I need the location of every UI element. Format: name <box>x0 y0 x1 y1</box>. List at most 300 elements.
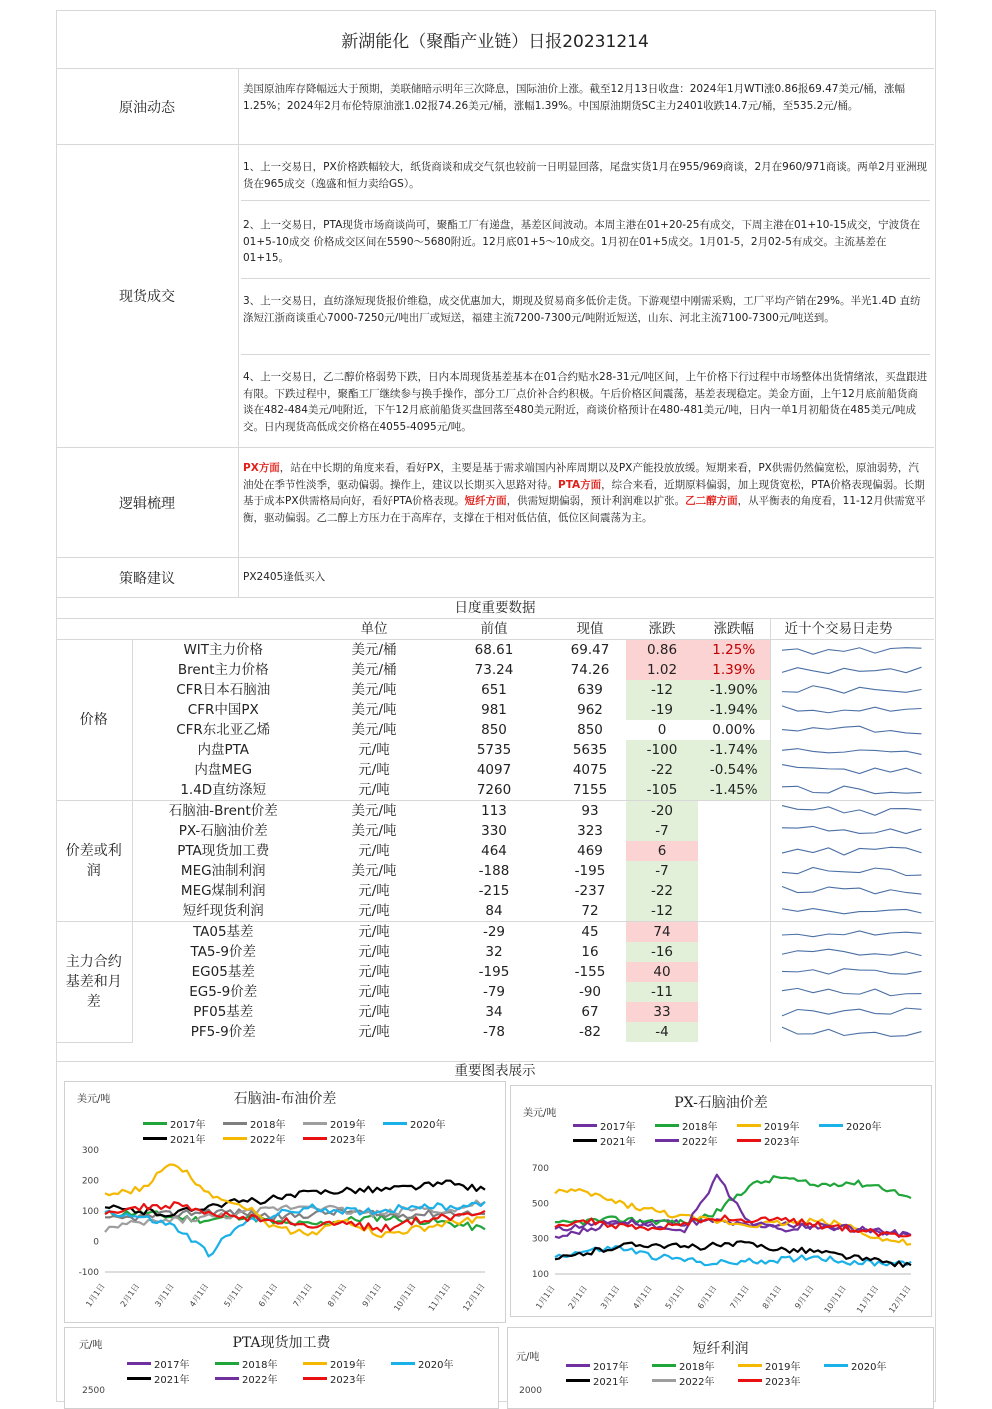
row-cur: -82 <box>578 1023 602 1040</box>
row-cur: 4075 <box>572 761 608 778</box>
sparkline-line <box>782 826 922 833</box>
sparkline-line <box>782 969 922 974</box>
row-prev: 73.24 <box>474 661 514 678</box>
sparkline-cell <box>770 962 934 982</box>
legend-label: 2022年 <box>250 1135 286 1146</box>
legend-label: 2022年 <box>242 1375 278 1386</box>
table-row <box>56 700 934 720</box>
row-chg: -16 <box>626 942 698 962</box>
sparkline <box>777 721 927 739</box>
row-pct: -0.54% <box>698 760 770 780</box>
pta-tag: PTA方面 <box>558 478 602 491</box>
row-chg: 74 <box>626 922 698 943</box>
chart-psf-profit <box>507 1327 934 1409</box>
sparkline <box>777 923 927 941</box>
sparkline-line <box>782 887 922 895</box>
row-chg: -19 <box>626 700 698 720</box>
sparkline-line <box>782 726 922 734</box>
row-name: CFR中国PX <box>187 701 259 718</box>
row-pct <box>698 861 770 881</box>
row-name: MEG油制利润 <box>180 862 266 879</box>
row-cur: 469 <box>577 842 603 859</box>
x-tick-label: 12月1日 <box>887 1283 913 1315</box>
sparkline <box>777 781 927 799</box>
sparkline-cell <box>770 740 934 760</box>
x-tick-label: 9月1日 <box>360 1281 384 1309</box>
row-unit: 元/吨 <box>314 922 434 943</box>
row-chg: 33 <box>626 1002 698 1022</box>
legend-label: 2017年 <box>154 1360 190 1371</box>
sparkline-line <box>782 648 922 655</box>
row-pct <box>698 1022 770 1042</box>
row-unit: 美元/吨 <box>351 822 397 839</box>
group-label: 价格 <box>56 640 132 801</box>
y-tick-label: 100 <box>81 1207 99 1217</box>
spot-label: 现货成交 <box>56 145 239 447</box>
row-cur: 45 <box>554 922 626 943</box>
report-title: 新湖能化（聚酯产业链）日报20231214 <box>56 10 934 69</box>
legend-label: 2023年 <box>765 1377 801 1388</box>
row-prev: -215 <box>478 882 510 899</box>
crude-text: 美国原油库存降幅远大于预期，美联储暗示明年三次降息，国际油价上涨。截至12月13日收盘：2024年1月WTI涨0.86报69.47美元/桶，涨幅1.25%；2024年2月布伦特原油涨1.02报74.26美元/桶，涨幅1.39%。中国原油期货SC主力2401收跌14.7元/桶，至535.2元/桶。 <box>243 83 905 112</box>
legend-label: 2019年 <box>330 1120 366 1131</box>
sparkline-line <box>782 1027 922 1036</box>
legend-label: 2017年 <box>600 1122 636 1133</box>
row-prev: -79 <box>482 983 506 1000</box>
row-cur: 72 <box>581 902 599 919</box>
row-name: 内盘MEG <box>194 761 253 778</box>
row-unit: 美元/吨 <box>351 681 397 698</box>
x-tick-label: 3月1日 <box>598 1283 622 1311</box>
y-tick-label: 100 <box>531 1270 549 1280</box>
sparkline-cell <box>770 720 934 740</box>
row-chg: -4 <box>626 1022 698 1042</box>
table-row <box>56 1022 934 1042</box>
sparkline-line <box>782 806 922 816</box>
chart3-plot <box>65 1328 498 1408</box>
x-tick-label: 9月1日 <box>793 1283 816 1311</box>
eg-tag: 乙二醇方面 <box>685 495 738 507</box>
table-row <box>56 861 934 881</box>
row-unit: 元/吨 <box>358 1023 390 1040</box>
sparkline <box>777 1003 927 1021</box>
row-unit: 元/吨 <box>358 983 390 1000</box>
chart2-plot <box>511 1086 931 1316</box>
legend-label: 2017年 <box>170 1120 206 1131</box>
y-tick-label: -100 <box>78 1268 99 1278</box>
row-unit: 美元/桶 <box>351 661 397 678</box>
row-prev: 32 <box>485 943 503 960</box>
group-label: 主力合约基差和月差 <box>56 922 132 1043</box>
row-unit: 美元/桶 <box>351 641 397 658</box>
row-unit: 元/吨 <box>358 781 390 798</box>
sparkline-line <box>782 765 922 774</box>
row-unit: 元/吨 <box>358 963 390 980</box>
table-row <box>56 660 934 680</box>
row-name: TA5-9价差 <box>190 943 256 960</box>
row-prev: 981 <box>481 701 507 718</box>
x-tick-label: 2月1日 <box>566 1283 590 1311</box>
row-chg: -105 <box>626 780 698 801</box>
sparkline <box>777 822 927 840</box>
legend-label: 2021年 <box>600 1137 636 1148</box>
row-prev: 4097 <box>476 761 512 778</box>
table-row <box>56 1002 934 1022</box>
table-row <box>56 962 934 982</box>
sparkline-cell <box>770 841 934 861</box>
eg-text: ，从平衡表的角度看，11-12月供需宽平衡，驱动偏弱。乙二醇上方压力在于高库存，支撑在于相对低估值，低位区间震荡为主。 <box>243 495 926 524</box>
row-name: PX-石脑油价差 <box>178 822 268 839</box>
legend-label: 2017年 <box>593 1362 629 1373</box>
row-chg: -12 <box>626 901 698 922</box>
header-pct: 涨跌幅 <box>698 619 770 640</box>
sparkline-cell <box>770 881 934 901</box>
chart4-plot <box>508 1328 933 1408</box>
table-row <box>56 740 934 760</box>
x-tick-label: 7月1日 <box>291 1281 314 1309</box>
row-cur: 16 <box>581 943 599 960</box>
row-pct <box>698 982 770 1002</box>
legend-label: 2018年 <box>679 1362 715 1373</box>
sparkline-line <box>782 949 922 955</box>
row-prev: -195 <box>478 963 510 980</box>
row-chg: 40 <box>626 962 698 982</box>
legend-label: 2021年 <box>154 1375 190 1386</box>
spot-para-4: 4、上一交易日，乙二醇价格弱势下跌，日内本周现货基差基本在01合约贴水28-31元/吨区间，上午价格下行过程中市场整体出货情绪浓，买盘跟进有限。下跌过程中，聚酯工厂继续参与换手操作，部分工厂点价补合约积极。午后价格区间震荡，基差表现稳定。美金方面，上午12月底前船货商谈在482-484美元/吨附近，下午12月底前船货买盘回落至480美元附近，商谈价格预计在480-481美元/吨，日内一单1月初船货在485美元/吨成交。日内现货高低成交价格在4055-4095元/吨。 <box>243 371 928 433</box>
y-tick-label: 200 <box>81 1176 99 1187</box>
row-chg: -11 <box>626 982 698 1002</box>
sparkline <box>777 902 927 920</box>
row-pct: -1.90% <box>698 680 770 700</box>
x-tick-label: 5月1日 <box>663 1283 687 1311</box>
row-chg: -7 <box>626 861 698 881</box>
row-pct: 0.00% <box>712 721 756 738</box>
series-line <box>555 1175 911 1238</box>
px-text: ，站在中长期的角度来看，看好PX，主要是基于需求端国内补库周期以及PX产能投放放缓。短期来看，PX供需仍然偏宽松，原油弱势，汽油处在季节性淡季，驱动偏弱。操作上，建议以长期买入思路对待。 <box>243 462 919 491</box>
sparkline-cell <box>770 780 934 801</box>
sparkline <box>777 802 927 820</box>
row-chg: -20 <box>626 801 698 822</box>
legend-label: 2020年 <box>418 1360 454 1371</box>
sparkline-cell <box>770 901 934 922</box>
legend-label: 2021年 <box>170 1135 206 1146</box>
chart1-unit: 美元/吨 <box>77 1094 111 1105</box>
row-prev: -78 <box>482 1023 506 1040</box>
sparkline-cell <box>770 680 934 700</box>
row-chg: 6 <box>626 841 698 861</box>
sparkline-cell <box>770 640 934 661</box>
sparkline-line <box>782 847 922 855</box>
x-tick-label: 10月1日 <box>392 1281 418 1313</box>
sparkline-line <box>782 749 922 755</box>
row-name: CFR日本石脑油 <box>176 681 271 698</box>
legend-label: 2019年 <box>764 1122 800 1133</box>
sparkline-cell <box>770 922 934 943</box>
x-tick-label: 8月1日 <box>326 1281 349 1309</box>
group-label: 价差或利润 <box>56 801 132 922</box>
row-pct: -1.74% <box>698 740 770 760</box>
row-cur: 93 <box>554 801 626 822</box>
legend-label: 2023年 <box>330 1135 366 1146</box>
table-row <box>56 640 934 661</box>
row-name: PF5-9价差 <box>190 1023 256 1040</box>
row-name: TA05基差 <box>132 922 314 943</box>
row-unit: 美元/吨 <box>351 721 397 738</box>
chart1-title: 石脑油-布油价差 <box>233 1091 337 1107</box>
row-cur: -90 <box>578 983 602 1000</box>
row-name: WIT主力价格 <box>183 641 264 658</box>
row-pct <box>698 962 770 982</box>
sparkline-cell <box>770 821 934 841</box>
legend-label: 2021年 <box>593 1377 629 1388</box>
row-cur: 69.47 <box>570 641 610 658</box>
row-pct <box>698 922 770 943</box>
row-prev: 7260 <box>476 781 512 798</box>
sparkline-line <box>782 1008 922 1016</box>
sparkline <box>777 943 927 961</box>
header-prev: 前值 <box>434 619 554 640</box>
header-chg: 涨跌 <box>626 619 698 640</box>
sparkline <box>777 681 927 699</box>
row-unit: 元/吨 <box>358 741 390 758</box>
row-unit: 元/吨 <box>358 1003 390 1020</box>
row-unit: 元/吨 <box>358 882 390 899</box>
row-pct <box>698 801 770 822</box>
y-tick-label: 2000 <box>519 1386 542 1396</box>
row-name: 石脑油-Brent价差 <box>132 801 314 822</box>
x-tick-label: 3月1日 <box>153 1281 176 1309</box>
sparkline <box>777 983 927 1001</box>
sparkline-line <box>782 931 922 937</box>
x-tick-label: 1月1日 <box>84 1281 107 1309</box>
legend-label: 2020年 <box>410 1120 446 1131</box>
crude-label: 原油动态 <box>56 69 239 144</box>
px-tag: PX方面 <box>243 462 280 474</box>
row-unit: 元/吨 <box>358 902 390 919</box>
row-pct: 1.39% <box>698 660 770 680</box>
y-tick-label: 0 <box>93 1237 99 1248</box>
legend-label: 2023年 <box>764 1137 800 1148</box>
row-name: PTA现货加工费 <box>177 842 270 859</box>
legend-label: 2018年 <box>242 1360 278 1371</box>
row-chg: 1.02 <box>626 660 698 680</box>
row-unit: 美元/吨 <box>314 801 434 822</box>
y-tick-label: 500 <box>531 1199 549 1210</box>
row-prev: 113 <box>434 801 554 822</box>
chart2-title: PX-石脑油价差 <box>674 1095 768 1111</box>
row-name: CFR东北亚乙烯 <box>176 721 271 738</box>
row-prev: -29 <box>434 922 554 943</box>
header-trend: 近十个交易日走势 <box>770 619 934 640</box>
table-row <box>56 942 934 962</box>
row-name: PF05基差 <box>193 1003 254 1020</box>
charts-title: 重要图表展示 <box>56 1061 934 1080</box>
daily-data-table <box>56 619 934 1043</box>
strategy-label: 策略建议 <box>56 558 239 597</box>
row-cur: -195 <box>574 862 606 879</box>
x-tick-label: 6月1日 <box>696 1283 719 1311</box>
x-tick-label: 7月1日 <box>728 1283 751 1311</box>
row-cur: 7155 <box>572 781 608 798</box>
row-prev: 651 <box>481 681 507 698</box>
table-row <box>56 720 934 740</box>
table-row <box>56 801 934 822</box>
table-row <box>56 760 934 780</box>
legend-label: 2018年 <box>250 1120 286 1131</box>
row-pct <box>698 841 770 861</box>
sparkline <box>777 963 927 981</box>
row-chg: 0.86 <box>626 640 698 661</box>
chart1-plot <box>65 1082 505 1322</box>
legend-label: 2018年 <box>682 1122 718 1133</box>
pf-text: ，供需短期偏弱，预计利润难以扩张。 <box>506 495 686 507</box>
sparkline-line <box>782 686 922 693</box>
row-pct <box>698 1002 770 1022</box>
legend-label: 2022年 <box>679 1377 715 1388</box>
row-cur: 639 <box>577 681 603 698</box>
chart-naphtha-brent <box>64 1081 506 1323</box>
row-cur: 323 <box>577 822 603 839</box>
chart3-unit: 元/吨 <box>79 1340 103 1351</box>
row-chg: -22 <box>626 760 698 780</box>
row-pct <box>698 942 770 962</box>
row-prev: 850 <box>481 721 507 738</box>
sparkline-cell <box>770 801 934 822</box>
row-prev: -188 <box>478 862 510 879</box>
x-tick-label: 2月1日 <box>118 1281 142 1309</box>
sparkline <box>777 761 927 779</box>
row-pct <box>698 821 770 841</box>
sparkline <box>777 862 927 880</box>
row-pct <box>698 901 770 922</box>
sparkline <box>777 661 927 679</box>
sparkline-cell <box>770 660 934 680</box>
row-cur: 67 <box>581 1003 599 1020</box>
table-row <box>56 821 934 841</box>
sparkline-line <box>782 988 922 995</box>
row-unit: 元/吨 <box>358 943 390 960</box>
chart-pta-margin <box>64 1327 499 1409</box>
chart4-unit: 元/吨 <box>516 1352 540 1363</box>
sparkline <box>777 882 927 900</box>
legend-label: 2019年 <box>330 1360 366 1371</box>
row-unit: 美元/吨 <box>351 862 397 879</box>
row-name: EG05基差 <box>191 963 255 980</box>
row-unit: 元/吨 <box>358 761 390 778</box>
y-tick-label: 700 <box>531 1164 549 1174</box>
strategy-text: PX2405逢低买入 <box>243 571 326 583</box>
row-cur: -155 <box>574 963 606 980</box>
row-name: 短纤现货利润 <box>182 902 264 919</box>
row-chg: -12 <box>626 680 698 700</box>
spot-para-3: 3、上一交易日，直纺涤短现货报价维稳，成交优惠加大，期现及贸易商多低价走货。下游观望中刚需采购，工厂平均产销在29%。半光1.4D 直纺涤短江浙商谈重心7000-7250元/吨出厂或短送，福建主流7200-7300元/吨附近短送，山东、河北主流7100-7300元/吨送到。 <box>241 279 930 355</box>
table-row <box>56 881 934 901</box>
sparkline <box>777 1023 927 1041</box>
x-tick-label: 8月1日 <box>760 1283 784 1311</box>
legend-label: 2020年 <box>846 1122 882 1133</box>
legend-label: 2019年 <box>765 1362 801 1373</box>
x-tick-label: 4月1日 <box>631 1283 654 1311</box>
header-cur: 现值 <box>554 619 626 640</box>
sparkline-cell <box>770 700 934 720</box>
sparkline <box>777 641 927 659</box>
x-tick-label: 5月1日 <box>222 1281 245 1309</box>
sparkline-cell <box>770 861 934 881</box>
logic-label: 逻辑梳理 <box>56 448 239 557</box>
spot-section <box>56 145 934 448</box>
sparkline-line <box>782 706 922 713</box>
y-tick-label: 2500 <box>82 1386 105 1396</box>
row-chg: -22 <box>626 881 698 901</box>
row-name: 1.4D直纺涤短 <box>180 781 267 798</box>
sparkline-cell <box>770 1002 934 1022</box>
row-cur: 850 <box>577 721 603 738</box>
row-cur: 74.26 <box>570 661 610 678</box>
logic-section <box>56 448 934 558</box>
sparkline-cell <box>770 760 934 780</box>
row-name: EG5-9价差 <box>189 983 258 1000</box>
sparkline <box>777 701 927 719</box>
row-name: MEG煤制利润 <box>180 882 266 899</box>
x-tick-label: 11月1日 <box>854 1283 881 1315</box>
row-prev: 84 <box>485 902 503 919</box>
row-unit: 元/吨 <box>358 842 390 859</box>
row-pct <box>698 881 770 901</box>
row-prev: 464 <box>481 842 507 859</box>
row-prev: 34 <box>485 1003 503 1020</box>
x-tick-label: 12月1日 <box>461 1281 487 1313</box>
x-tick-label: 1月1日 <box>534 1283 557 1311</box>
chart3-title: PTA现货加工费 <box>232 1335 331 1351</box>
table-row <box>56 922 934 943</box>
row-pct: -1.45% <box>698 780 770 801</box>
sparkline <box>777 842 927 860</box>
spot-para-2: 2、上一交易日，PTA现货市场商谈尚可，聚酯工厂有递盘，基差区间波动。本周主港在01+20-25有成交，下周主港在01+10-15成交，宁波货在01+5-10成交 价格成交区间在5590～5680附近。12月底01+5～10成交。1月初在01+5成交。1月01-5，2月02-5有成交。主流基差在01+15。 <box>241 201 930 279</box>
row-prev: 330 <box>481 822 507 839</box>
x-tick-label: 11月1日 <box>426 1281 453 1313</box>
row-chg: -7 <box>626 821 698 841</box>
strategy-section <box>56 558 934 598</box>
row-chg: 0 <box>657 721 667 738</box>
chart-px-naphtha <box>510 1085 932 1317</box>
x-tick-label: 4月1日 <box>187 1281 211 1309</box>
sparkline-line <box>782 786 922 794</box>
row-cur: -237 <box>574 882 606 899</box>
x-tick-label: 6月1日 <box>256 1281 280 1309</box>
pta-text: ，综合来看，近期原料偏弱，加上现货宽松，PTA价格表现偏弱。长期基于成本PX供需格局向好，看好PTA价格表现。 <box>243 478 925 507</box>
crude-section <box>56 69 934 145</box>
legend-label: 2020年 <box>851 1362 887 1373</box>
header-unit: 单位 <box>314 619 434 640</box>
x-tick-label: 10月1日 <box>822 1283 848 1315</box>
row-cur: 962 <box>577 701 603 718</box>
table-row <box>56 901 934 922</box>
sparkline-line <box>782 667 922 673</box>
sparkline-cell <box>770 1022 934 1042</box>
row-pct: -1.94% <box>698 700 770 720</box>
y-tick-label: 300 <box>531 1234 549 1245</box>
chart2-unit: 美元/吨 <box>523 1108 557 1119</box>
y-tick-label: 300 <box>81 1146 99 1156</box>
row-chg: -100 <box>626 740 698 760</box>
chart4-title: 短纤利润 <box>692 1341 749 1357</box>
row-name: Brent主力价格 <box>177 661 269 678</box>
legend-label: 2022年 <box>682 1137 718 1148</box>
row-prev: 5735 <box>476 741 512 758</box>
table-row <box>56 780 934 801</box>
sparkline <box>777 741 927 759</box>
spot-para-1: 1、上一交易日，PX价格跌幅较大，纸货商谈和成交气氛也较前一日明显回落，尾盘实货1月在955/969商谈，2月在960/971商谈。两单2月亚洲现货在965成交（逸盛和恒力卖给GS）。 <box>241 145 930 201</box>
